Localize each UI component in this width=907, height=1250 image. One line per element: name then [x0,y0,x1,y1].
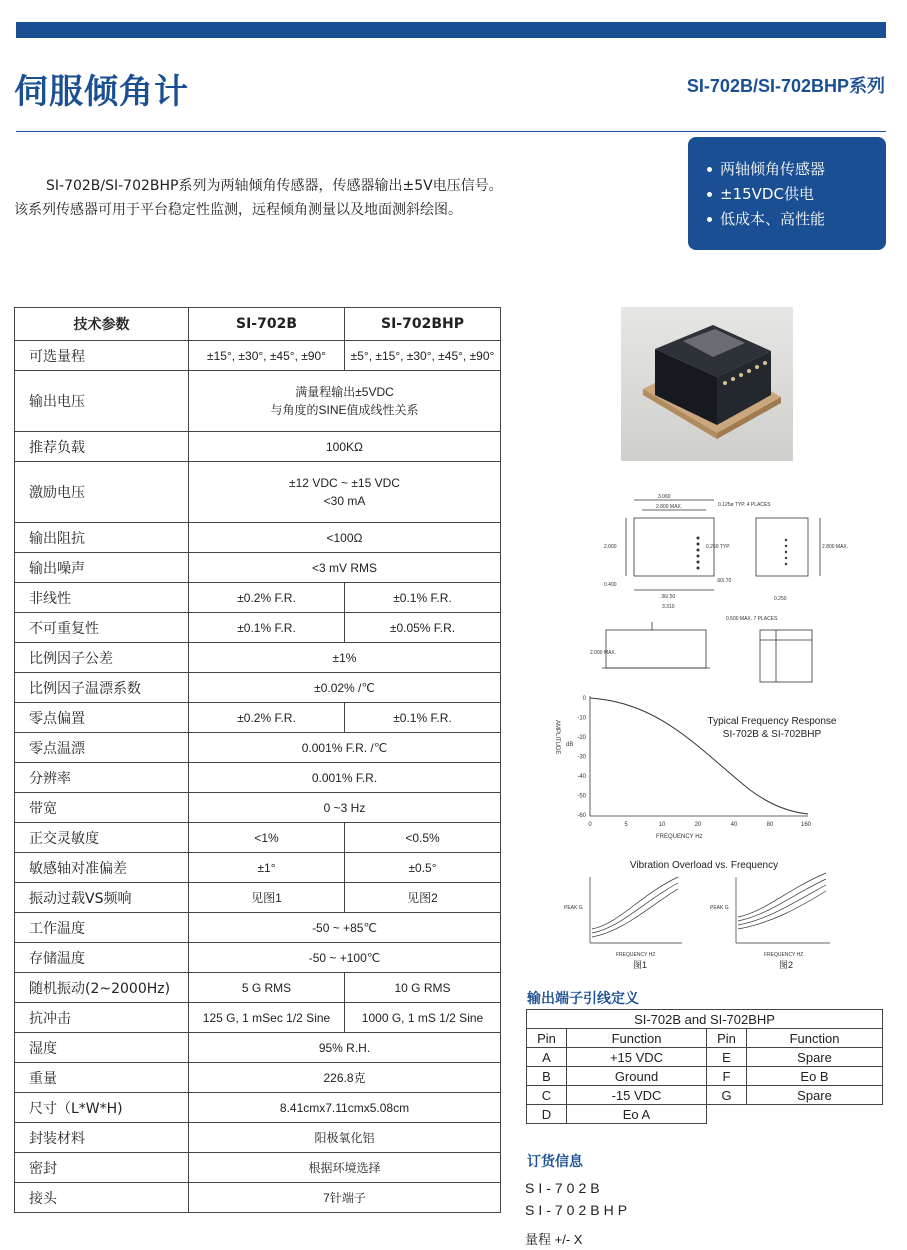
spec-row [15,1033,501,1063]
pinout-header: Pin [527,1029,567,1048]
spec-value-b: ±0.5° [345,853,501,883]
spec-label: 封装材料 [15,1123,189,1153]
pinout-row [527,1067,883,1086]
spec-row [15,523,501,553]
spec-value-line: 0 ~3 Hz [323,800,366,815]
fig1-label: 图1 [632,960,648,970]
spec-value-a: ±0.2% F.R. [189,583,345,613]
dim-label: 0.400 [604,582,617,588]
spec-row [15,943,501,973]
spec-value [189,1093,501,1123]
spec-value-a: 见图1 [189,883,345,913]
vib-ylabel-2: PEAK G [710,905,729,911]
spec-value-a: ±1° [189,853,345,883]
spec-row [15,853,501,883]
dim-label: 2.000 MAX. [590,650,617,656]
freq-ytick: -60 [577,813,586,819]
mechanical-drawing [590,490,850,690]
freq-xtick: 40 [730,822,738,828]
spec-value-b: 见图2 [345,883,501,913]
spec-label: 不可重复性 [15,613,189,643]
spec-label: 零点偏置 [15,703,189,733]
spec-value [189,1153,501,1183]
pinout-cell: D [527,1105,567,1124]
spec-value-line: ±1% [332,650,357,665]
freq-yunit: dB [566,742,574,748]
spec-label: 振动过载VS频响 [15,883,189,913]
order-model-1: SI-702B [525,1180,604,1196]
spec-value-line: <30 mA [323,494,366,508]
spec-value-line: 226.8克 [323,1070,366,1085]
product-photo-art [621,307,793,461]
spec-row [15,462,501,523]
spec-label: 抗冲击 [15,1003,189,1033]
page-title: 伺服倾角计 [14,72,189,112]
spec-table [14,307,501,1213]
spec-row [15,763,501,793]
spec-value [189,913,501,943]
spec-row [15,733,501,763]
intro-line-1: SI-702B/SI-702BHP系列为两轴倾角传感器，传感器输出±5V电压信号。 [46,178,503,194]
spec-value-b: 1000 G, 1 mS 1/2 Sine [345,1003,501,1033]
spec-label: 湿度 [15,1033,189,1063]
spec-label: 尺寸（L*W*H) [15,1093,189,1123]
spec-label: 可选量程 [15,341,189,371]
intro-text [14,174,654,222]
pinout-row [527,1105,883,1124]
freq-ytick: 0 [582,696,586,702]
spec-label: 分辨率 [15,763,189,793]
pinout-title: 输出端子引线定义 [527,991,639,1007]
pinout-header-row [527,1029,883,1048]
spec-header-model-a: SI-702B [189,308,345,341]
pinout-cell: F [707,1067,747,1086]
pinout-cell: Eo A [567,1105,707,1124]
dim-label: .60/.70 [716,578,732,584]
spec-value-line: -50 ~ +85℃ [312,920,377,935]
spec-value [189,1123,501,1153]
spec-value-a: ±0.2% F.R. [189,703,345,733]
spec-value [189,763,501,793]
spec-value-line: 95% R.H. [318,1040,371,1055]
spec-value-a: <1% [189,823,345,853]
spec-value-a: 5 G RMS [189,973,345,1003]
spec-value [189,1063,501,1093]
fig2-label: 图2 [778,960,794,970]
spec-label: 密封 [15,1153,189,1183]
spec-label: 非线性 [15,583,189,613]
pinout-header: Function [747,1029,883,1048]
feature-item: ±15VDC供电 [720,182,886,207]
vibration-title: Vibration Overload vs. Frequency [629,860,779,871]
ordering-title: 订货信息 [527,1154,583,1170]
spec-value [189,943,501,973]
spec-value [189,371,501,432]
spec-label: 随机振动(2~2000Hz) [15,973,189,1003]
freq-title-2: SI-702B & SI-702BHP [722,729,822,740]
spec-label: 带宽 [15,793,189,823]
spec-header-model-b: SI-702BHP [345,308,501,341]
spec-row [15,1003,501,1033]
pinout-row [527,1086,883,1105]
feature-box [688,137,886,250]
spec-value-b: ±0.1% F.R. [345,583,501,613]
vib-ylabel-1: PEAK G [564,905,583,911]
freq-xtick: 0 [588,822,592,828]
spec-row [15,823,501,853]
spec-value [189,1033,501,1063]
dim-label: 3.060 [658,494,671,500]
spec-value-line: 7针端子 [323,1190,366,1205]
spec-value-b: ±5°, ±15°, ±30°, ±45°, ±90° [345,341,501,371]
pinout-cell: Eo B [747,1067,883,1086]
spec-value-a: ±15°, ±30°, ±45°, ±90° [189,341,345,371]
spec-label: 激励电压 [15,462,189,523]
spec-value-line: 8.41cmx7.11cmx5.08cm [279,1100,410,1115]
pinout-cell: +15 VDC [567,1048,707,1067]
pinout-cell: A [527,1048,567,1067]
freq-xtick: 80 [766,822,774,828]
spec-value-line: <3 mV RMS [311,560,377,575]
dim-label: 2.000 [604,544,617,550]
pinout-cell: G [707,1086,747,1105]
freq-ytick: -50 [577,793,586,800]
pinout-table [526,1009,883,1124]
spec-value-line: 0.001% F.R. /℃ [301,740,388,755]
spec-value [189,673,501,703]
spec-label: 比例因子温漂系数 [15,673,189,703]
spec-value-line: 根据环境选择 [308,1160,381,1175]
spec-value-line: ±12 VDC ~ ±15 VDC [289,476,400,490]
pinout-row [527,1048,883,1067]
spec-value-b: ±0.1% F.R. [345,703,501,733]
spec-value-a: ±0.1% F.R. [189,613,345,643]
vibration-overload-charts [560,855,890,980]
spec-value-line: 100KΩ [326,439,363,454]
freq-ytick: -30 [577,754,586,761]
feature-item: 低成本、高性能 [720,207,886,232]
pinout-cell: -15 VDC [567,1086,707,1105]
spec-value-b: ±0.05% F.R. [345,613,501,643]
spec-value [189,523,501,553]
spec-value-line: -50 ~ +100℃ [308,950,381,965]
freq-ytick: -40 [577,774,586,780]
spec-value [189,643,501,673]
spec-row [15,1153,501,1183]
dim-label: 0.250 [774,596,787,602]
spec-value-line: ±0.02% /℃ [314,680,375,695]
pinout-cell: Spare [747,1048,883,1067]
spec-label: 敏感轴对准偏差 [15,853,189,883]
spec-row [15,913,501,943]
dim-label: 0.250 TYP. [706,544,731,550]
spec-label: 推荐负载 [15,432,189,462]
freq-xtick: 10 [658,822,666,828]
spec-row [15,1093,501,1123]
dim-label: 2.800 MAX. [656,504,683,510]
pinout-cell: Spare [747,1086,883,1105]
freq-ytick: -10 [577,715,586,722]
spec-row [15,371,501,432]
pinout-cell: Ground [567,1067,707,1086]
freq-xtick: 160 [800,822,812,828]
spec-row [15,1123,501,1153]
order-model-2: SI-702BHP [525,1202,632,1218]
pinout-cell: C [527,1086,567,1105]
dim-label: 0.500 MAX. 7 PLACES [726,616,778,622]
spec-label: 输出电压 [15,371,189,432]
spec-value-b: <0.5% [345,823,501,853]
spec-row [15,643,501,673]
dim-label: .36/.50 [660,594,676,600]
vib-xlabel-2: FREQUENCY HZ [764,952,804,958]
spec-label: 重量 [15,1063,189,1093]
pinout-header: Function [567,1029,707,1048]
spec-row [15,1063,501,1093]
dim-label: 2.800 MAX. [822,544,849,550]
spec-value-a: 125 G, 1 mSec 1/2 Sine [189,1003,345,1033]
top-accent-bar [16,22,886,38]
spec-row [15,973,501,1003]
spec-value [189,553,501,583]
spec-label: 工作温度 [15,913,189,943]
spec-header-param: 技术参数 [15,308,189,341]
series-name: SI-702B/SI-702BHP系列 [686,76,885,96]
feature-item: 两轴倾角传感器 [720,157,886,182]
pinout-header: Pin [707,1029,747,1048]
frequency-response-chart [550,690,850,850]
order-range: 量程 +/- X [525,1232,583,1247]
spec-value-b: 10 G RMS [345,973,501,1003]
dim-label: 0.125ø TYP. 4 PLACES [718,502,771,508]
spec-value [189,462,501,523]
intro-line-2: 该系列传感器可用于平台稳定性监测，远程倾角测量以及地面测斜绘图。 [14,202,462,218]
spec-row [15,341,501,371]
spec-label: 正交灵敏度 [15,823,189,853]
spec-label: 接头 [15,1183,189,1213]
spec-label: 零点温漂 [15,733,189,763]
spec-row [15,793,501,823]
spec-row [15,1183,501,1213]
freq-ylabel: AMPLITUDE [554,720,560,755]
spec-value-line: <100Ω [326,530,363,545]
spec-label: 输出噪声 [15,553,189,583]
spec-value [189,1183,501,1213]
spec-value-line: 满量程输出±5VDC [295,385,394,399]
vib-xlabel-1: FREQUENCY HZ [616,952,656,958]
freq-ytick: -20 [577,735,586,741]
spec-label: 存储温度 [15,943,189,973]
freq-xlabel: FREQUENCY Hz [656,834,703,840]
pinout-cell: B [527,1067,567,1086]
freq-xtick: 5 [624,822,628,828]
spec-header-row [15,308,501,341]
spec-value [189,733,501,763]
freq-title-1: Typical Frequency Response [707,716,837,727]
spec-row [15,673,501,703]
spec-row [15,703,501,733]
spec-label: 输出阻抗 [15,523,189,553]
spec-row [15,432,501,462]
pinout-caption: SI-702B and SI-702BHP [527,1010,883,1029]
product-photo [621,307,793,461]
header-divider [16,131,886,132]
spec-row [15,553,501,583]
spec-value [189,432,501,462]
spec-value-line: 阳极氧化铝 [314,1130,375,1145]
spec-value-line: 与角度的SINE值成线性关系 [270,403,419,417]
spec-row [15,613,501,643]
spec-value-line: 0.001% F.R. [311,770,378,785]
spec-row [15,583,501,613]
spec-row [15,883,501,913]
spec-value [189,793,501,823]
spec-label: 比例因子公差 [15,643,189,673]
freq-xtick: 20 [694,822,702,828]
dim-label: 3.310 [662,604,675,610]
pinout-cell: E [707,1048,747,1067]
